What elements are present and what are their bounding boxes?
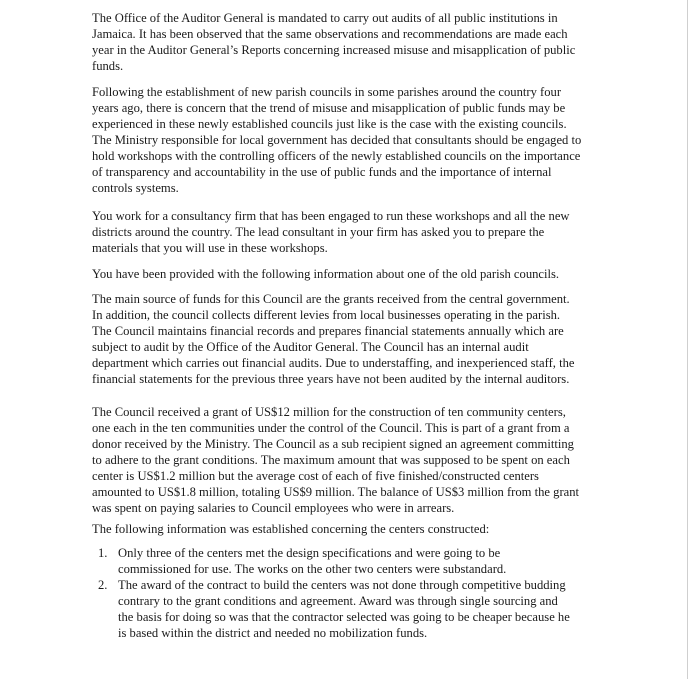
text-line: department which carries out financial audits. Due to understaffing, and inexperienced staff, the <box>92 356 575 370</box>
text-line: Jamaica. It has been observed that the same observations and recommendations are made each <box>92 27 568 41</box>
text-line: year in the Auditor General’s Reports concerning increased misuse and misapplication of public <box>92 43 576 57</box>
text-line: The award of the contract to build the centers was not done through competitive budding <box>118 578 566 592</box>
paragraph <box>92 10 692 74</box>
text-line: materials that you will use in these workshops. <box>92 241 328 255</box>
list-number: 2. <box>98 578 108 592</box>
text-line: The following information was established concerning the centers constructed: <box>92 522 490 536</box>
paragraph <box>92 521 692 537</box>
paragraph <box>92 266 692 282</box>
text-line: Following the establishment of new parish councils in some parishes around the country four <box>92 85 562 99</box>
text-line: districts around the country. The lead consultant in your firm has asked you to prepare the <box>92 225 545 239</box>
text-line: years ago, there is concern that the trend of misuse and misapplication of public funds may be <box>92 101 566 115</box>
text-line: to adhere to the grant conditions. The maximum amount that was supposed to be spent on each <box>92 453 570 467</box>
text-line: was spent on paying salaries to Council employees who were in arrears. <box>92 501 455 515</box>
text-line: funds. <box>92 59 124 73</box>
text-line: In addition, the council collects different levies from local businesses operating in the parish. <box>92 308 561 322</box>
text-line: experienced in these newly established councils just like is the case with the existing councils. <box>92 117 567 131</box>
text-line: The main source of funds for this Council are the grants received from the central government. <box>92 292 570 306</box>
list-item <box>98 545 700 577</box>
text-line: The Council maintains financial records and prepares financial statements annually which are <box>92 324 564 338</box>
text-line: Only three of the centers met the design specifications and were going to be <box>118 546 501 560</box>
text-line: one each in the ten communities under the control of the Council. This is part of a grant from a <box>92 421 570 435</box>
text-line: the basis for doing so was that the contractor selected was going to be cheaper because he <box>118 610 570 624</box>
paragraph <box>92 291 692 387</box>
text-line: The Office of the Auditor General is mandated to carry out audits of all public institutions in <box>92 11 558 25</box>
text-line: contrary to the grant conditions and agreement. Award was through single sourcing and <box>118 594 558 608</box>
text-line: hold workshops with the controlling officers of the newly established councils on the importance <box>92 149 581 163</box>
text-line: of transparency and accountability in the use of public funds and the importance of internal <box>92 165 552 179</box>
text-line: is based within the district and needed no mobilization funds. <box>118 626 428 640</box>
text-line: The Ministry responsible for local government has decided that consultants should be engaged to <box>92 133 582 147</box>
text-line: financial statements for the previous three years have not been audited by the internal auditors. <box>92 372 570 386</box>
text-line: donor received by the Ministry. The Council as a sub recipient signed an agreement committing <box>92 437 574 451</box>
text-line: center is US$1.2 million but the average cost of each of five finished/constructed centers <box>92 469 539 483</box>
list-number: 1. <box>98 546 108 560</box>
paragraph <box>92 404 692 516</box>
text-line: You have been provided with the following information about one of the old parish councils. <box>92 267 560 281</box>
text-line: controls systems. <box>92 181 179 195</box>
paragraph <box>92 208 692 256</box>
text-line: amounted to US$1.8 million, totaling US$9 million. The balance of US$3 million from the grant <box>92 485 580 499</box>
text-line: subject to audit by the Office of the Auditor General. The Council has an internal audit <box>92 340 529 354</box>
text-line: commissioned for use. The works on the other two centers were substandard. <box>118 562 507 576</box>
text-line: You work for a consultancy firm that has been engaged to run these workshops and all the new <box>92 209 570 223</box>
list-item <box>98 577 700 641</box>
text-line: The Council received a grant of US$12 million for the construction of ten community centers, <box>92 405 566 419</box>
paragraph <box>92 84 692 196</box>
